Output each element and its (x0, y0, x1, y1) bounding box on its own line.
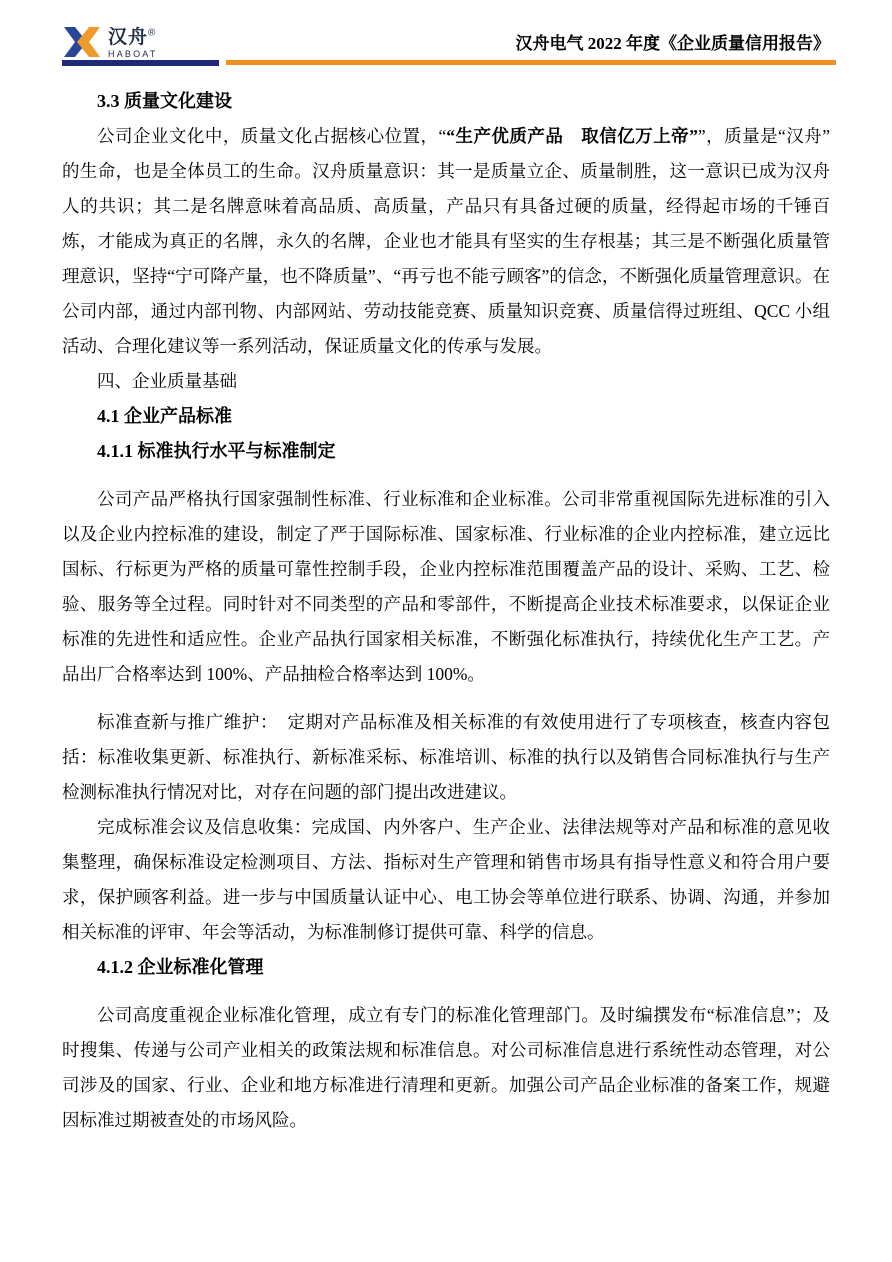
section-heading-4-1: 4.1 企业产品标准 (97, 406, 232, 426)
section-heading-4-1-1: 4.1.1 标准执行水平与标准制定 (97, 441, 336, 461)
section-heading-3-3: 3.3 质量文化建设 (97, 91, 232, 111)
paragraph-standards-review: 标准查新与推广维护： 定期对产品标准及相关标准的有效使用进行了专项核查，核查内容包括：标准收集更新、标准执行、新标准采标、标准培训、标准的执行以及销售合同标准执行与生产检测标准执行情况对比，对存在问题的部门提出改进建议。 (62, 712, 830, 802)
document-body (62, 82, 830, 1138)
logo-registered-mark: ® (148, 27, 157, 39)
header-rule-navy-segment (62, 60, 219, 66)
section-heading-4-1-2: 4.1.2 企业标准化管理 (97, 957, 264, 977)
paragraph-standardization-management: 公司高度重视企业标准化管理，成立有专门的标准化管理部门。及时编撰发布“标准信息”；及时搜集、传递与公司产业相关的政策法规和标准信息。对公司标准信息进行系统性动态管理，对公司涉及的国家、行业、企业和地方标准进行清理和更新。加强公司产品企业标准的备案工作，规避因标准过期被查处的市场风险。 (62, 1005, 830, 1130)
logo-cn-text: 汉舟® (108, 27, 157, 48)
header-rule (0, 60, 892, 67)
header-rule-orange-segment (226, 60, 836, 65)
quality-slogan-bold: “生产优质产品 取信亿万上帝” (446, 126, 698, 146)
logo-en-text: HABOAT (108, 49, 158, 59)
header-title: 汉舟电气 2022 年度《企业质量信用报告》 (515, 34, 830, 53)
paragraph-quality-culture (62, 119, 830, 364)
chapter-line-4: 四、企业质量基础 (97, 371, 237, 391)
haboat-logo-icon (62, 22, 102, 62)
company-logo (62, 22, 158, 62)
paragraph-standards-meetings: 完成标准会议及信息收集：完成国、内外客户、生产企业、法律法规等对产品和标准的意见收集整理，确保标准设定检测项目、方法、指标对生产管理和销售市场具有指导性意义和符合用户要求，保护顾客利益。进一步与中国质量认证中心、电工协会等单位进行联系、协调、沟通，并参加相关标准的评审、年会等活动，为标准制修订提供可靠、科学的信息。 (62, 817, 830, 942)
paragraph-quality-culture-post: ”，质量是“汉舟” 的生命，也是全体员工的生命。汉舟质量意识：其一是质量立企、质量制胜，这一意识已成为汉舟人的共识；其二是名牌意味着高品质、高质量，产品只有具备过硬的质量，经得起市场的千锤百炼，才能成为真正的名牌，永久的名牌，企业也才能具有坚实的生存根基；其三是不断强化质量管理意识，坚持“宁可降产量，也不降质量”、“再亏也不能亏顾客”的信念，不断强化质量管理意识。在公司内部，通过内部刊物、内部网站、劳动技能竞赛、质量知识竞赛、质量信得过班组、QCC 小组活动、合理化建议等一系列活动，保证质量文化的传承与发展。 (62, 126, 830, 356)
paragraph-standards-execution: 公司产品严格执行国家强制性标准、行业标准和企业标准。公司非常重视国际先进标准的引入以及企业内控标准的建设，制定了严于国际标准、国家标准、行业标准的企业内控标准，建立远比国标、行标更为严格的质量可靠性控制手段，企业内控标准范围覆盖产品的设计、采购、工艺、检验、服务等全过程。同时针对不同类型的产品和零部件，不断提高企业技术标准要求，以保证企业标准的先进性和适应性。企业产品执行国家相关标准，不断强化标准执行，持续优化生产工艺。产品出厂合格率达到 100%、产品抽检合格率达到 100%。 (62, 489, 830, 684)
page-header (0, 0, 892, 62)
paragraph-quality-culture-pre: 公司企业文化中，质量文化占据核心位置，“ (97, 126, 447, 146)
